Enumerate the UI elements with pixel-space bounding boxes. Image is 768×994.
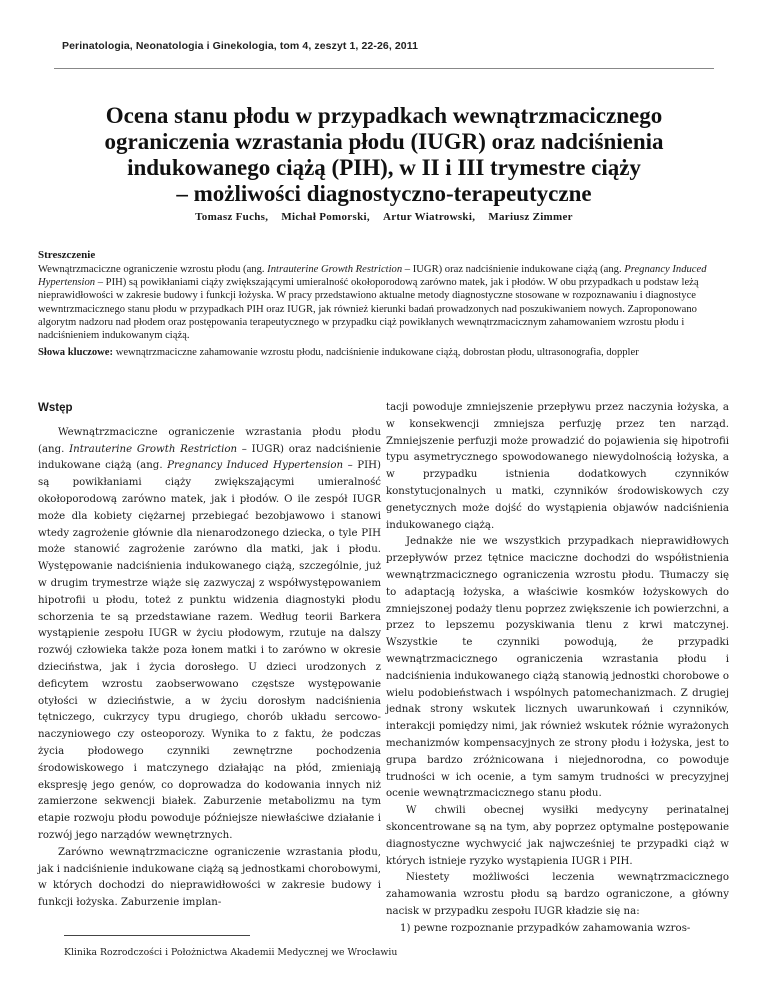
body-paragraph: tacji powoduje zmniejszenie przepływu przez naczynia łożyska, a w konsekwencji zmniejsza perfuzję przez ten narząd. Zmniejszenie perfuzji może prowadzić do pojawienia się hipotrofii typu asymetrycznego spowodowanego niewydolnością łożyska, a w przypadku istnienia dodatkowych czynników konstytucjonalnych u matki, czynników środowiskowych czy genetycznych może dojść do wystąpienia objawów nadciśnienia indukowanego ciążą.: [386, 402, 729, 531]
footnote-divider: [64, 935, 250, 936]
author: Tomasz Fuchs,: [195, 211, 269, 223]
list-item: 1) pewne rozpoznanie przypadków zahamowania wzros-: [400, 922, 691, 934]
keywords-label: Słowa kluczowe:: [38, 347, 114, 358]
body-paragraph: W chwili obecnej wysiłki medycyny perinatalnej skoncentrowane są na tym, aby poprzez optymalne postępowanie diagnostyczne wychwycić jak najwcześniej te przypadki ciąż w których istnieje ryzyko wystąpienia IUGR i PIH.: [386, 805, 729, 867]
keywords-list: wewnątrzmaciczne zahamowanie wzrostu płodu, nadciśnienie indukowane ciążą, dobrostan płodu, ultrasonografia, doppler: [113, 347, 639, 358]
body-paragraph: Wewnątrzmaciczne ograniczenie wzrastania płodu płodu (ang. Intrauterine Growth Restriction – IUGR) oraz nadciśnienie indukowane ciążą (ang. Pregnancy Induced Hypertension – PIH) są powikłaniami ciąży zwiększającymi umieralność okołoporodową zarówno matek, jak i płodów. O ile zespół IUGR może dla kobiety ciężarnej przebiegać bezobjawowo i stanowi wtedy zagrożenie głównie dla nienarodzonego dziecka, o tyle PIH może stanowić zagrożenie zarówno dla matki, jak i płodu. Występowanie nadciśnienia indukowanego ciążą, szczególnie, już w drugim trymestrze wiąże się zazwyczaj z współwystępowaniem hipotrofii u płodu, toteż z punktu widzenia diagnostyki płodu schorzenia te są przedstawiane razem. Według teorii Barkera wystąpienie zespołu IUGR w życiu płodowym, rzutuje na dalszy rozwój człowieka także poza łonem matki i to zarówno w okresie dzieciństwa, jak i życia dorosłego. U dzieci urodzonych z deficytem wzrostu zaobserwowano częstsze występowanie otyłości w dzieciństwie, a w życiu dorosłym nadciśnienia tętniczego, cukrzycy typu drugiego, chorób układu sercowo-naczyniowego czy osteoporozy. Wynika to z faktu, że podczas życia płodowego czynniki zewnętrzne pochodzenia środowiskowego i matczynego działając na płód, zmieniają ekspresję jego genów, co doprowadza do kodowania innych niż zamierzone sekwencji białek. Zaburzenie metabolizmu na tym etapie rozwoju płodu powoduje późniejsze niewłaściwe działanie i rozwój jego narządów wewnętrznych.: [38, 426, 382, 841]
author: Michał Pomorski,: [281, 211, 370, 223]
body-paragraph: Zarówno wewnątrzmaciczne ograniczenie wzrastania płodu, jak i nadciśnienie indukowane ciążą są jednostkami chorobowymi, w których dochodzi do nieprawidłowości w zakresie budowy i funkcji łożyska. Zaburzenie implan-: [38, 846, 381, 909]
keywords: [38, 346, 730, 359]
abstract-text: Wewnątrzmaciczne ograniczenie wzrostu płodu (ang. Intrauterine Growth Restriction – IUGR) oraz nadciśnienie indukowane ciążą (ang. Pregnancy Induced Hypertension – PIH) są powikłaniami ciąży zwiększającymi umieralność okołoporodową zarówno matek, jak i płodów. W obu przypadkach u podstaw leżą nieprawidłowości w zakresie budowy i funkcji łożyska. W pracy przedstawiono aktualne metody diagnostyczne stosowane w rozpoznawaniu i diagnostyce wewntrzmacicznego stanu płodu w przypadkach PIH oraz IUGR, jak również kierunki badań prowadzonych nad poszukiwaniem nowych. Zaproponowano algorytm nadzoru nad płodem oraz postępowania terapeutycznego w przypadku ciąż powikłanych wewnątrzmacicznym zahamowaniem wzrostu płodu i nadciśnieniem indukowanym ciążą.: [38, 264, 707, 342]
author: Artur Wiatrowski,: [382, 211, 476, 223]
body-paragraph: Niestety możliwości leczenia wewnątrzmacicznego zahamowania wzrostu płodu są bardzo ograniczone, a główny nacisk w przypadku zespołu IUGR kładzie się na:: [386, 872, 729, 917]
author-list: [60, 211, 708, 223]
body-paragraph: Jednakże nie we wszystkich przypadkach nieprawidłowych przepływów przez tętnice maciczne dochodzi do współistnienia wewnątrzmacicznego ograniczenia wzrostu płodu. Tłumaczy się to adaptacją łożyska, a właściwie kosmków łożyskowych do zmniejszonej podaży tlenu poprzez zwiększenie ich powierzchni, a przez to lepszemu pozyskiwania tlenu z krwi matczynej. Wszystkie te czynniki powodują, że przypadki wewnątrzmacicznego ograniczenia wzrastania płodu i nadciśnienia indukowanego ciążą stanowią jednostki chorobowe o wielu podobieństwach i wspólnych patomechanizmach. Z drugiej jednak strony wskutek licznych uwarunkowań i czynników, interakcji pomiędzy nimi, jak również wskutek różnie wyrażonych mechanizmów kompensacyjnych ze strony płodu i łożyska, jest to grupa bardzo zróżnicowana i niejednorodna, co powoduje trudności w ich ocenie, a tym samym trudności w precyzyjnej ocenie wewnątrzmacicznego stanu płodu.: [386, 536, 729, 800]
journal-header: Perinatologia, Neonatologia i Ginekologia, tom 4, zeszyt 1, 22-26, 2011: [62, 40, 419, 52]
title-line: indukowanego ciążą (PIH), w II i III trymestre ciąży: [127, 155, 641, 180]
affiliation-footnote: Klinika Rozrodczości i Położnictwa Akademii Medycznej we Wrocławiu: [64, 947, 398, 958]
author: Mariusz Zimmer: [488, 211, 573, 223]
abstract-heading: Streszczenie: [38, 249, 96, 261]
section-heading: Wstęp: [38, 402, 73, 414]
body-column-left: [38, 400, 381, 912]
title-line: Ocena stanu płodu w przypadkach wewnątrzmacicznego: [105, 103, 663, 128]
article-title: [60, 103, 708, 207]
title-line: – możliwości diagnostyczno-terapeutyczne: [176, 181, 592, 206]
title-line: ograniczenia wzrastania płodu (IUGR) oraz nadciśnienia: [104, 129, 664, 154]
body-column-right: [386, 400, 729, 938]
header-divider: [54, 68, 714, 69]
